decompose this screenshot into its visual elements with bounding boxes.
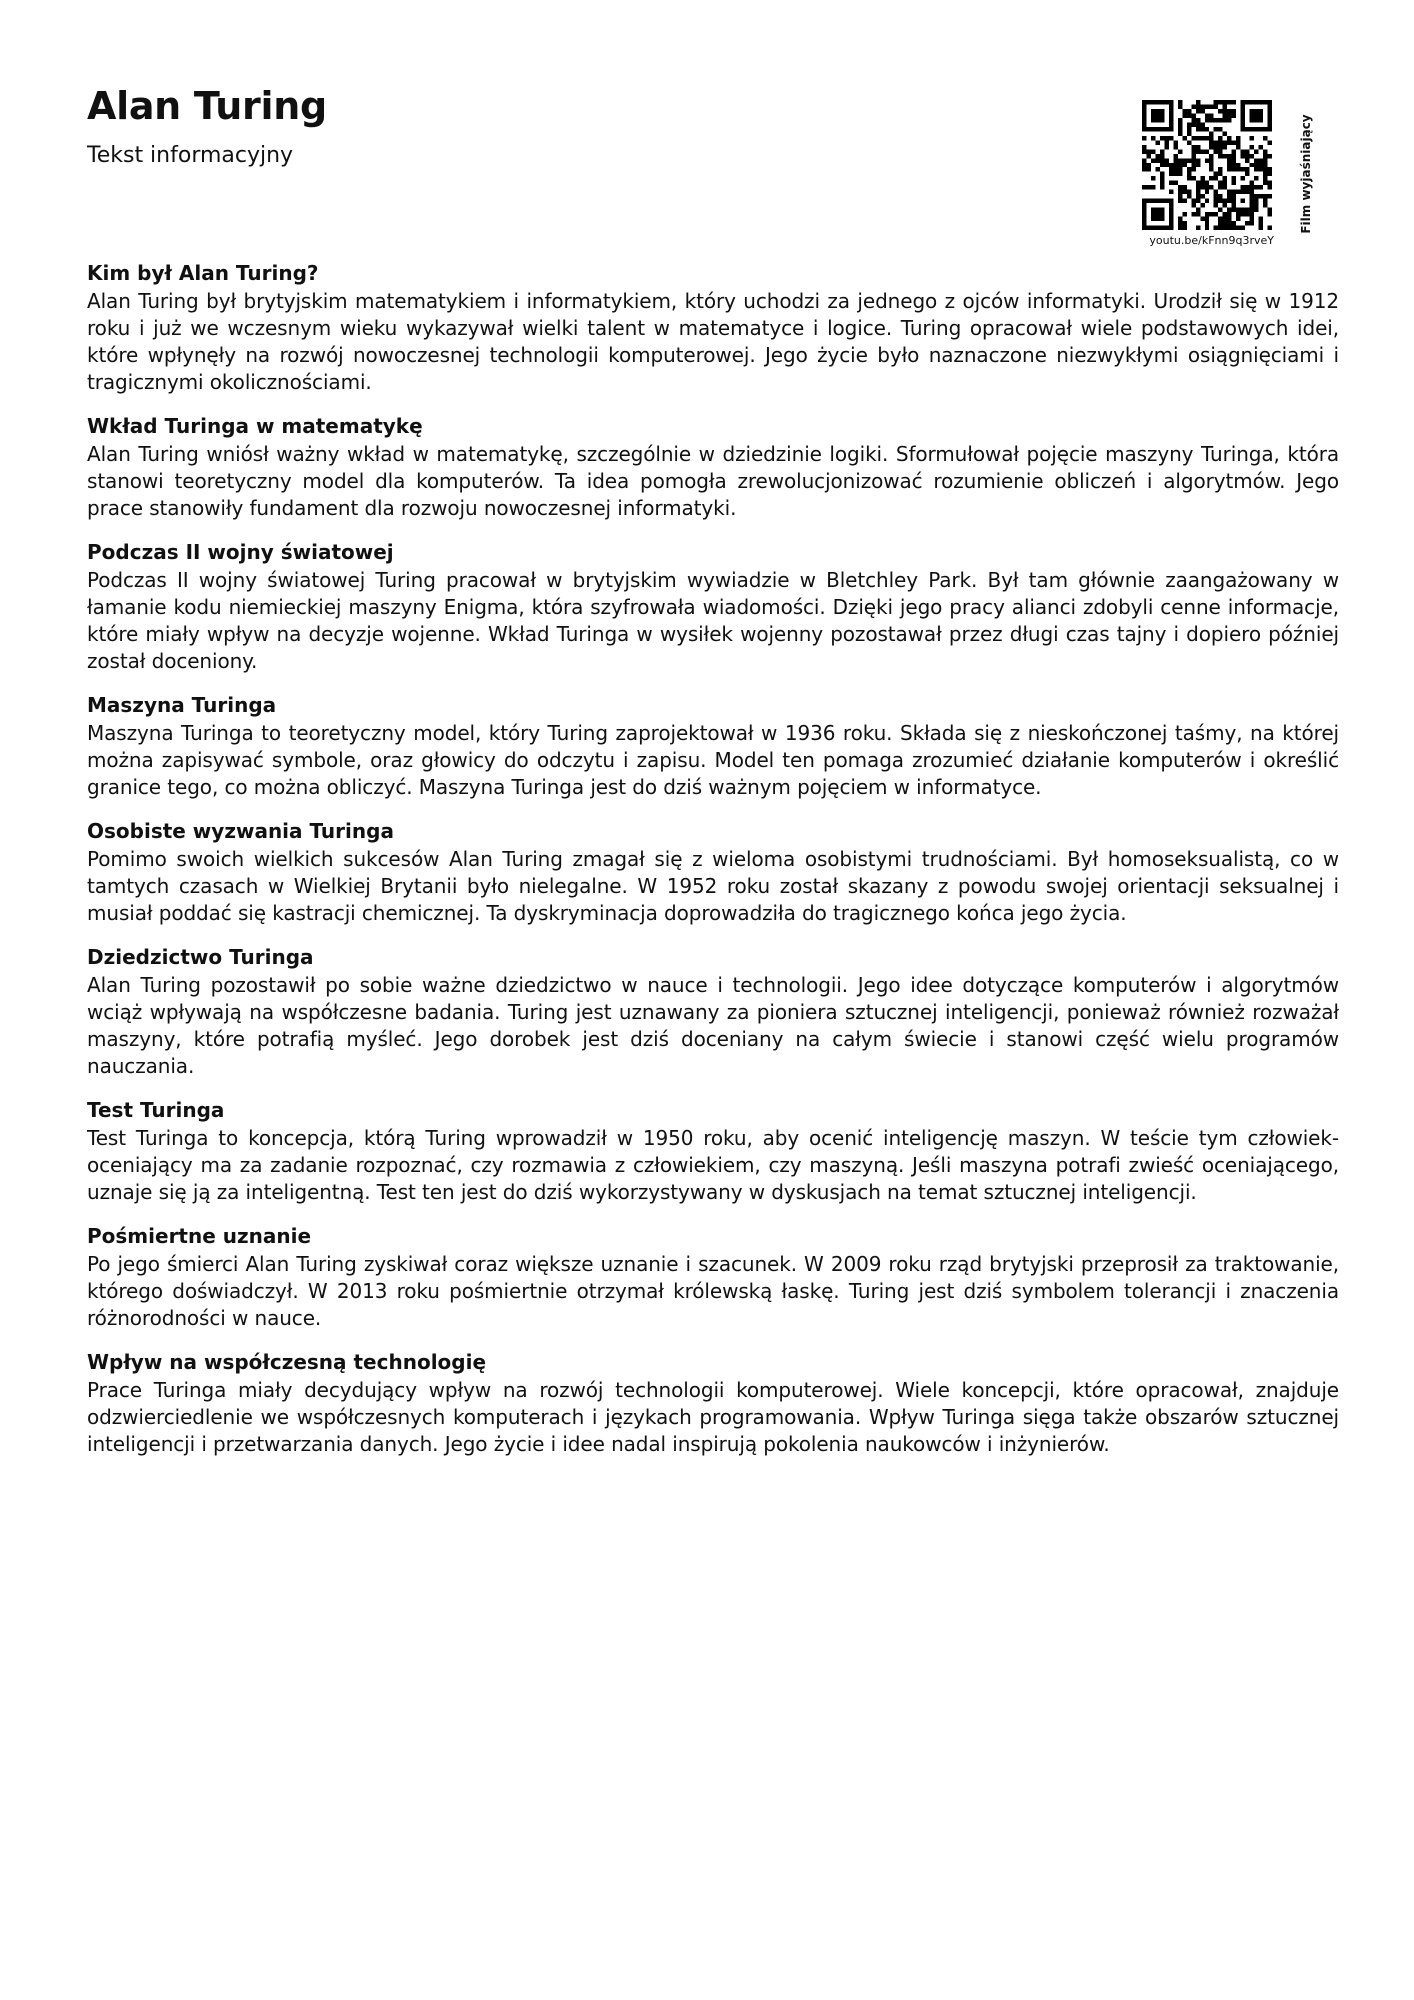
article-content xyxy=(87,258,1339,1473)
section-body: Podczas II wojny światowej Turing pracował w brytyjskim wywiadzie w Bletchley Park. Był tam głównie zaangażowany w łamanie kodu niemieckiej maszyny Enigma, która szyfrowała wiadomości. Dzięki jego pracy alianci zdobyli cenne informacje, które miały wpływ na decyzje wojenne. Wkład Turinga w wysiłek wojenny pozostawał przez długi czas tajny i dopiero później został doceniony. xyxy=(87,568,1339,673)
section xyxy=(87,537,1339,675)
section-body: Po jego śmierci Alan Turing zyskiwał coraz większe uznanie i szacunek. W 2009 roku rząd brytyjski przeprosił za traktowanie, którego doświadczył. W 2013 roku pośmiertnie otrzymał królewską łaskę. Turing jest dziś symbolem tolerancji i znaczenia różnorodności w nauce. xyxy=(87,1252,1339,1330)
section-body: Prace Turinga miały decydujący wpływ na rozwój technologii komputerowej. Wiele koncepcji, które opracował, znajduje odzwierciedlenie we współczesnych komputerach i językach programowania. Wpływ Turinga sięga także obszarów sztucznej inteligencji i przetwarzania danych. Jego życie i idee nadal inspirują pokolenia naukowców i inżynierów. xyxy=(87,1378,1339,1456)
section-heading: Osobiste wyzwania Turinga xyxy=(87,819,394,843)
qr-link-text[interactable]: youtu.be/kFnn9q3rveY xyxy=(1149,234,1274,247)
section-body: Pomimo swoich wielkich sukcesów Alan Turing zmagał się z wieloma osobistymi trudnościami. Był homoseksualistą, co w tamtych czasach w Wielkiej Brytanii było nielegalne. W 1952 roku został skazany z powodu swojej orientacji seksualnej i musiał poddać się kastracji chemicznej. Ta dyskryminacja doprowadziła do tragicznego końca jego życia. xyxy=(87,847,1339,925)
section xyxy=(87,1221,1339,1332)
section-heading: Wpływ na współczesną technologię xyxy=(87,1350,487,1374)
section-heading: Pośmiertne uznanie xyxy=(87,1224,312,1248)
section-body: Alan Turing pozostawił po sobie ważne dziedzictwo w nauce i technologii. Jego idee dotyczące komputerów i algorytmów wciąż wpływają na współczesne badania. Turing jest uznawany za pioniera sztucznej inteligencji, ponieważ również rozważał maszyny, które potrafią myśleć. Jego dorobek jest dziś doceniany na całym świecie i stanowi część wielu programów nauczania. xyxy=(87,973,1339,1078)
section-heading: Podczas II wojny światowej xyxy=(87,540,394,564)
section xyxy=(87,1095,1339,1206)
section-heading: Dziedzictwo Turinga xyxy=(87,945,314,969)
section xyxy=(87,1347,1339,1458)
section-heading: Kim był Alan Turing? xyxy=(87,261,319,285)
section xyxy=(87,690,1339,801)
section-body: Alan Turing był brytyjskim matematykiem i informatykiem, który uchodzi za jednego z ojców informatyki. Urodził się w 1912 roku i już we wczesnym wieku wykazywał wielki talent w matematyce i logice. Turing opracował wiele podstawowych idei, które wpłynęły na rozwój nowoczesnej technologii komputerowej. Jego życie było naznaczone niezwykłymi osiągnięciami i tragicznymi okolicznościami. xyxy=(87,289,1339,394)
qr-side-label: Film wyjaśniający xyxy=(1299,114,1313,234)
page-title: Alan Turing xyxy=(87,84,327,128)
section xyxy=(87,411,1339,522)
qr-block[interactable] xyxy=(1142,100,1272,250)
section-body: Test Turinga to koncepcja, którą Turing wprowadził w 1950 roku, aby ocenić inteligencję maszyn. W teście tym człowiek-oceniający ma za zadanie rozpoznać, czy rozmawia z człowiekiem, czy maszyną. Jeśli maszyna potrafi zwieść oceniającego, uznaje się ją za inteligentną. Test ten jest do dziś wykorzystywany w dyskusjach na temat sztucznej inteligencji. xyxy=(87,1126,1339,1204)
section-body: Maszyna Turinga to teoretyczny model, który Turing zaprojektował w 1936 roku. Składa się z nieskończonej taśmy, na której można zapisywać symbole, oraz głowicy do odczytu i zapisu. Model ten pomaga zrozumieć działanie komputerów i określić granice tego, co można obliczyć. Maszyna Turinga jest do dziś ważnym pojęciem w informatyce. xyxy=(87,721,1339,799)
section-heading: Maszyna Turinga xyxy=(87,693,277,717)
qr-code-icon[interactable] xyxy=(1142,100,1272,230)
page-subtitle: Tekst informacyjny xyxy=(87,143,294,168)
section-heading: Test Turinga xyxy=(87,1098,225,1122)
section xyxy=(87,942,1339,1080)
section-heading: Wkład Turinga w matematykę xyxy=(87,414,423,438)
section xyxy=(87,258,1339,396)
section xyxy=(87,816,1339,927)
section-body: Alan Turing wniósł ważny wkład w matematykę, szczególnie w dziedzinie logiki. Sformułował pojęcie maszyny Turinga, która stanowi teoretyczny model dla komputerów. Ta idea pomogła zrewolucjonizować rozumienie obliczeń i algorytmów. Jego prace stanowiły fundament dla rozwoju nowoczesnej informatyki. xyxy=(87,442,1339,520)
